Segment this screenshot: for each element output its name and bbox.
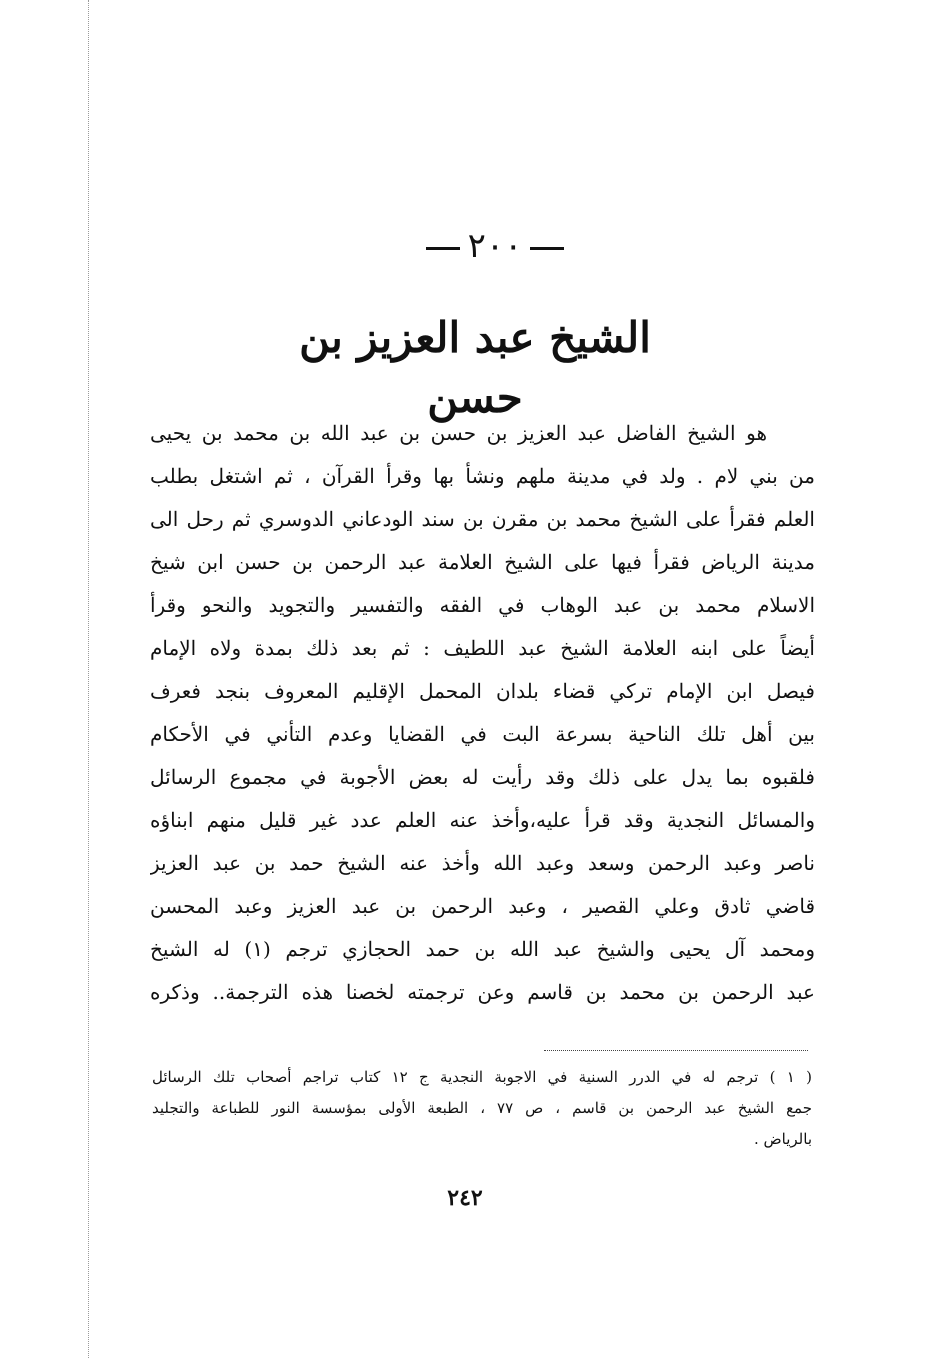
body-text bbox=[150, 412, 815, 1014]
chapter-dash-right bbox=[530, 247, 564, 250]
body-line: العلم فقرأ على الشيخ محمد بن مقرن بن سند الودعاني الدوسري ثم رحل الى bbox=[150, 507, 815, 531]
body-line: فلقبوه بما يدل على ذلك وقد رأيت له بعض الأجوبة في مجموع الرسائل bbox=[150, 765, 815, 789]
body-line: أيضاً على ابنه العلامة الشيخ عبد اللطيف : ثم بعد ذلك بمدة ولاه الإمام bbox=[150, 636, 815, 660]
scan-edge-line bbox=[88, 0, 89, 1358]
footnotes bbox=[152, 1062, 812, 1155]
chapter-number-text: ٢٠٠ bbox=[467, 226, 523, 266]
chapter-title: الشيخ عبد العزيز بن حسن bbox=[299, 313, 651, 422]
chapter-number bbox=[400, 222, 590, 270]
body-line: عبد الرحمن بن محمد بن قاسم وعن ترجمته لخصنا هذه الترجمة.. وذكره bbox=[150, 980, 815, 1004]
footnote-separator bbox=[544, 1050, 808, 1051]
body-line: والمسائل النجدية وقد قرأ عليه،وأخذ عنه العلم عدد غير قليل منهم ابناؤه bbox=[150, 808, 815, 832]
body-line: بين أهل تلك الناحية بسرعة البت في القضايا وعدم التأني في الأحكام bbox=[150, 722, 815, 746]
footnote-line: ( ١ ) ترجم له في الدرر السنية في الاجوبة النجدية ج ١٢ كتاب تراجم أصحاب تلك الرسائل bbox=[152, 1068, 812, 1086]
body-line: الاسلام محمد بن عبد الوهاب في الفقه والتفسير والتجويد والنحو وقرأ bbox=[150, 593, 815, 617]
body-line: مدينة الرياض فقرأ فيها على الشيخ العلامة عبد الرحمن بن حسن ابن شيخ bbox=[150, 550, 815, 574]
body-line: قاضي ثادق وعلي القصير ، وعبد الرحمن بن عبد العزيز وعبد المحسن bbox=[150, 894, 815, 918]
body-line: ومحمد آل يحيى والشيخ عبد الله بن حمد الحجازي ترجم (١) له الشيخ bbox=[150, 937, 815, 961]
body-line: فيصل ابن الإمام تركي قضاء بلدان المحمل الإقليم المعروف بنجد فعرف bbox=[150, 679, 815, 703]
body-line: من بني لام . ولد في مدينة ملهم ونشأ بها وقرأ القرآن ، ثم اشتغل بطلب bbox=[150, 464, 815, 488]
body-line: ناصر وعبد الرحمن وسعد وعبد الله وأخذ عنه الشيخ حمد بن عبد العزيز bbox=[150, 851, 815, 875]
body-line: هو الشيخ الفاضل عبد العزيز بن حسن بن عبد الله بن محمد بن يحيى bbox=[150, 421, 767, 445]
chapter-dash-left bbox=[426, 247, 460, 250]
footnote-line: بالرياض . bbox=[753, 1130, 812, 1148]
footnote-line: جمع الشيخ عبد الرحمن بن قاسم ، ص ٧٧ ، الطبعة الأولى بمؤسسة النور للطباعة والتجليد bbox=[152, 1099, 812, 1117]
page-number: ٢٤٢ bbox=[447, 1185, 483, 1211]
